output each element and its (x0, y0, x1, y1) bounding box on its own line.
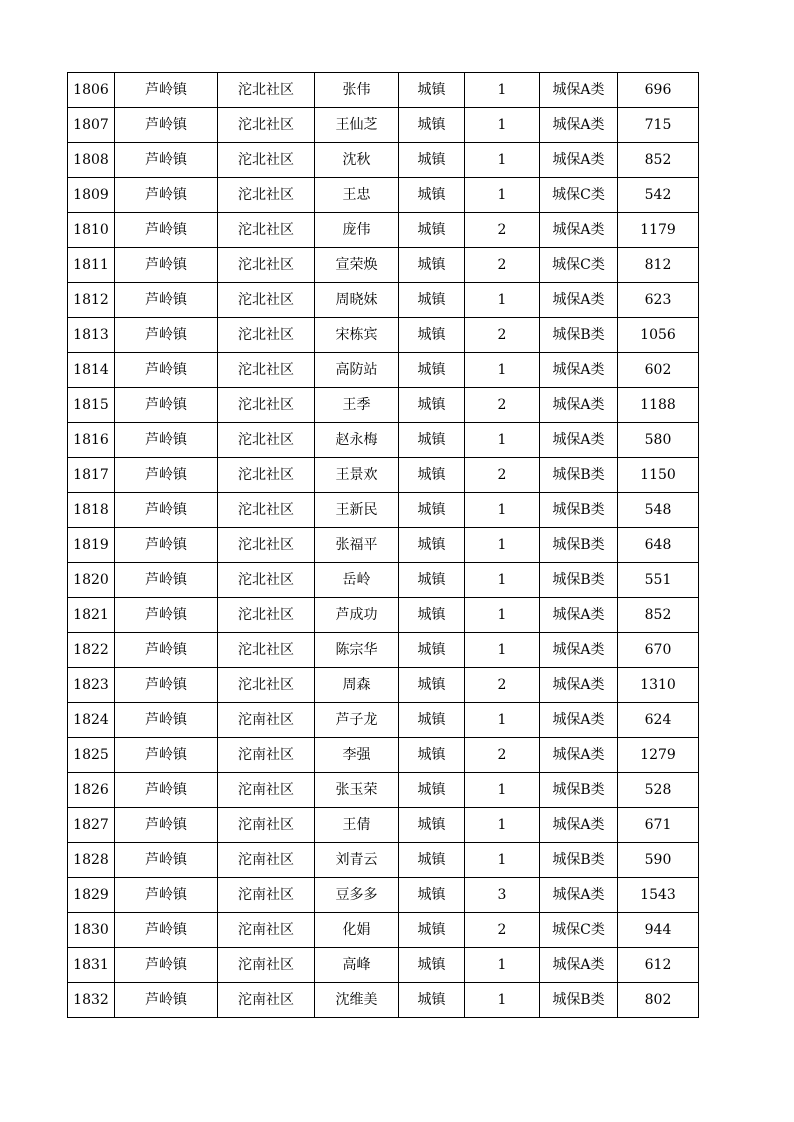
category-cell: 城保B类 (540, 458, 618, 493)
category-cell: 城保A类 (540, 143, 618, 178)
table-row (68, 108, 699, 143)
name-cell: 宣荣焕 (315, 248, 399, 283)
serial-number-cell: 1810 (68, 213, 115, 248)
town-cell: 芦岭镇 (115, 878, 218, 913)
category-cell: 城保A类 (540, 213, 618, 248)
table-row (68, 213, 699, 248)
name-cell: 高防站 (315, 353, 399, 388)
serial-number-cell: 1814 (68, 353, 115, 388)
table-row (68, 913, 699, 948)
amount-cell: 590 (618, 843, 699, 878)
serial-number-cell: 1821 (68, 598, 115, 633)
community-cell: 沱北社区 (218, 213, 315, 248)
amount-cell: 696 (618, 73, 699, 108)
amount-cell: 670 (618, 633, 699, 668)
name-cell: 李强 (315, 738, 399, 773)
name-cell: 王忠 (315, 178, 399, 213)
amount-cell: 542 (618, 178, 699, 213)
community-cell: 沱北社区 (218, 598, 315, 633)
table-row (68, 703, 699, 738)
town-cell: 芦岭镇 (115, 353, 218, 388)
table-row (68, 738, 699, 773)
household-size-cell: 3 (465, 878, 540, 913)
category-cell: 城保A类 (540, 633, 618, 668)
community-cell: 沱北社区 (218, 178, 315, 213)
household-size-cell: 1 (465, 108, 540, 143)
category-cell: 城保B类 (540, 983, 618, 1018)
amount-cell: 602 (618, 353, 699, 388)
household-size-cell: 1 (465, 563, 540, 598)
area-type-cell: 城镇 (399, 983, 465, 1018)
serial-number-cell: 1828 (68, 843, 115, 878)
town-cell: 芦岭镇 (115, 843, 218, 878)
town-cell: 芦岭镇 (115, 913, 218, 948)
town-cell: 芦岭镇 (115, 983, 218, 1018)
community-cell: 沱北社区 (218, 633, 315, 668)
town-cell: 芦岭镇 (115, 493, 218, 528)
community-cell: 沱南社区 (218, 808, 315, 843)
category-cell: 城保B类 (540, 563, 618, 598)
town-cell: 芦岭镇 (115, 213, 218, 248)
serial-number-cell: 1812 (68, 283, 115, 318)
serial-number-cell: 1830 (68, 913, 115, 948)
amount-cell: 812 (618, 248, 699, 283)
household-size-cell: 1 (465, 808, 540, 843)
name-cell: 芦子龙 (315, 703, 399, 738)
household-size-cell: 1 (465, 703, 540, 738)
amount-cell: 944 (618, 913, 699, 948)
household-size-cell: 1 (465, 283, 540, 318)
category-cell: 城保A类 (540, 423, 618, 458)
category-cell: 城保A类 (540, 108, 618, 143)
area-type-cell: 城镇 (399, 878, 465, 913)
community-cell: 沱北社区 (218, 563, 315, 598)
category-cell: 城保B类 (540, 773, 618, 808)
area-type-cell: 城镇 (399, 178, 465, 213)
household-size-cell: 2 (465, 318, 540, 353)
table-row (68, 458, 699, 493)
serial-number-cell: 1829 (68, 878, 115, 913)
community-cell: 沱南社区 (218, 948, 315, 983)
area-type-cell: 城镇 (399, 528, 465, 563)
serial-number-cell: 1811 (68, 248, 115, 283)
serial-number-cell: 1820 (68, 563, 115, 598)
community-cell: 沱南社区 (218, 773, 315, 808)
town-cell: 芦岭镇 (115, 528, 218, 563)
serial-number-cell: 1806 (68, 73, 115, 108)
amount-cell: 1150 (618, 458, 699, 493)
area-type-cell: 城镇 (399, 808, 465, 843)
table-row (68, 493, 699, 528)
category-cell: 城保C类 (540, 178, 618, 213)
town-cell: 芦岭镇 (115, 458, 218, 493)
serial-number-cell: 1819 (68, 528, 115, 563)
area-type-cell: 城镇 (399, 913, 465, 948)
name-cell: 沈维美 (315, 983, 399, 1018)
serial-number-cell: 1826 (68, 773, 115, 808)
serial-number-cell: 1809 (68, 178, 115, 213)
town-cell: 芦岭镇 (115, 423, 218, 458)
category-cell: 城保A类 (540, 598, 618, 633)
category-cell: 城保A类 (540, 353, 618, 388)
amount-cell: 715 (618, 108, 699, 143)
amount-cell: 624 (618, 703, 699, 738)
category-cell: 城保A类 (540, 738, 618, 773)
town-cell: 芦岭镇 (115, 178, 218, 213)
roster-body (68, 73, 699, 1018)
name-cell: 宋栋宾 (315, 318, 399, 353)
name-cell: 张福平 (315, 528, 399, 563)
community-cell: 沱南社区 (218, 738, 315, 773)
community-cell: 沱南社区 (218, 983, 315, 1018)
area-type-cell: 城镇 (399, 703, 465, 738)
serial-number-cell: 1813 (68, 318, 115, 353)
name-cell: 岳岭 (315, 563, 399, 598)
name-cell: 王景欢 (315, 458, 399, 493)
serial-number-cell: 1832 (68, 983, 115, 1018)
household-size-cell: 1 (465, 423, 540, 458)
area-type-cell: 城镇 (399, 388, 465, 423)
table-row (68, 878, 699, 913)
amount-cell: 671 (618, 808, 699, 843)
table-row (68, 808, 699, 843)
name-cell: 庞伟 (315, 213, 399, 248)
table-row (68, 633, 699, 668)
area-type-cell: 城镇 (399, 108, 465, 143)
table-row (68, 598, 699, 633)
name-cell: 芦成功 (315, 598, 399, 633)
name-cell: 赵永梅 (315, 423, 399, 458)
amount-cell: 852 (618, 143, 699, 178)
household-size-cell: 2 (465, 458, 540, 493)
household-size-cell: 1 (465, 143, 540, 178)
area-type-cell: 城镇 (399, 563, 465, 598)
serial-number-cell: 1822 (68, 633, 115, 668)
town-cell: 芦岭镇 (115, 773, 218, 808)
amount-cell: 1179 (618, 213, 699, 248)
community-cell: 沱北社区 (218, 493, 315, 528)
name-cell: 沈秋 (315, 143, 399, 178)
community-cell: 沱北社区 (218, 528, 315, 563)
household-size-cell: 2 (465, 738, 540, 773)
town-cell: 芦岭镇 (115, 738, 218, 773)
community-cell: 沱北社区 (218, 73, 315, 108)
category-cell: 城保A类 (540, 388, 618, 423)
community-cell: 沱北社区 (218, 458, 315, 493)
household-size-cell: 1 (465, 493, 540, 528)
name-cell: 王季 (315, 388, 399, 423)
category-cell: 城保A类 (540, 808, 618, 843)
area-type-cell: 城镇 (399, 213, 465, 248)
serial-number-cell: 1818 (68, 493, 115, 528)
community-cell: 沱北社区 (218, 143, 315, 178)
town-cell: 芦岭镇 (115, 703, 218, 738)
household-size-cell: 1 (465, 843, 540, 878)
area-type-cell: 城镇 (399, 283, 465, 318)
name-cell: 豆多多 (315, 878, 399, 913)
serial-number-cell: 1825 (68, 738, 115, 773)
category-cell: 城保A类 (540, 948, 618, 983)
welfare-roster-table (67, 72, 699, 1018)
household-size-cell: 1 (465, 948, 540, 983)
amount-cell: 802 (618, 983, 699, 1018)
serial-number-cell: 1817 (68, 458, 115, 493)
community-cell: 沱北社区 (218, 423, 315, 458)
area-type-cell: 城镇 (399, 668, 465, 703)
area-type-cell: 城镇 (399, 773, 465, 808)
serial-number-cell: 1815 (68, 388, 115, 423)
area-type-cell: 城镇 (399, 843, 465, 878)
town-cell: 芦岭镇 (115, 108, 218, 143)
table-row (68, 843, 699, 878)
community-cell: 沱北社区 (218, 388, 315, 423)
table-row (68, 563, 699, 598)
area-type-cell: 城镇 (399, 738, 465, 773)
town-cell: 芦岭镇 (115, 73, 218, 108)
town-cell: 芦岭镇 (115, 668, 218, 703)
household-size-cell: 1 (465, 598, 540, 633)
town-cell: 芦岭镇 (115, 633, 218, 668)
town-cell: 芦岭镇 (115, 143, 218, 178)
table-row (68, 668, 699, 703)
area-type-cell: 城镇 (399, 598, 465, 633)
table-row (68, 983, 699, 1018)
amount-cell: 1056 (618, 318, 699, 353)
area-type-cell: 城镇 (399, 143, 465, 178)
amount-cell: 548 (618, 493, 699, 528)
town-cell: 芦岭镇 (115, 283, 218, 318)
table-row (68, 423, 699, 458)
community-cell: 沱北社区 (218, 248, 315, 283)
town-cell: 芦岭镇 (115, 388, 218, 423)
name-cell: 王倩 (315, 808, 399, 843)
household-size-cell: 2 (465, 913, 540, 948)
town-cell: 芦岭镇 (115, 248, 218, 283)
household-size-cell: 1 (465, 178, 540, 213)
community-cell: 沱南社区 (218, 913, 315, 948)
amount-cell: 1279 (618, 738, 699, 773)
community-cell: 沱南社区 (218, 703, 315, 738)
serial-number-cell: 1816 (68, 423, 115, 458)
category-cell: 城保A类 (540, 668, 618, 703)
name-cell: 王新民 (315, 493, 399, 528)
serial-number-cell: 1827 (68, 808, 115, 843)
community-cell: 沱南社区 (218, 843, 315, 878)
household-size-cell: 1 (465, 73, 540, 108)
table-row (68, 143, 699, 178)
household-size-cell: 1 (465, 633, 540, 668)
town-cell: 芦岭镇 (115, 563, 218, 598)
category-cell: 城保A类 (540, 703, 618, 738)
category-cell: 城保C类 (540, 248, 618, 283)
community-cell: 沱南社区 (218, 878, 315, 913)
category-cell: 城保B类 (540, 843, 618, 878)
household-size-cell: 1 (465, 773, 540, 808)
name-cell: 刘青云 (315, 843, 399, 878)
table-row (68, 283, 699, 318)
table-row (68, 248, 699, 283)
household-size-cell: 1 (465, 983, 540, 1018)
community-cell: 沱北社区 (218, 283, 315, 318)
area-type-cell: 城镇 (399, 633, 465, 668)
area-type-cell: 城镇 (399, 248, 465, 283)
amount-cell: 1188 (618, 388, 699, 423)
category-cell: 城保B类 (540, 318, 618, 353)
category-cell: 城保B类 (540, 493, 618, 528)
amount-cell: 1543 (618, 878, 699, 913)
household-size-cell: 2 (465, 213, 540, 248)
household-size-cell: 1 (465, 353, 540, 388)
name-cell: 周森 (315, 668, 399, 703)
serial-number-cell: 1831 (68, 948, 115, 983)
name-cell: 周晓妹 (315, 283, 399, 318)
table-row (68, 948, 699, 983)
category-cell: 城保A类 (540, 878, 618, 913)
amount-cell: 1310 (618, 668, 699, 703)
area-type-cell: 城镇 (399, 493, 465, 528)
table-row (68, 318, 699, 353)
name-cell: 化娟 (315, 913, 399, 948)
community-cell: 沱北社区 (218, 353, 315, 388)
town-cell: 芦岭镇 (115, 948, 218, 983)
category-cell: 城保A类 (540, 283, 618, 318)
category-cell: 城保C类 (540, 913, 618, 948)
amount-cell: 528 (618, 773, 699, 808)
serial-number-cell: 1824 (68, 703, 115, 738)
name-cell: 张伟 (315, 73, 399, 108)
household-size-cell: 1 (465, 528, 540, 563)
town-cell: 芦岭镇 (115, 808, 218, 843)
community-cell: 沱北社区 (218, 108, 315, 143)
serial-number-cell: 1808 (68, 143, 115, 178)
name-cell: 高峰 (315, 948, 399, 983)
amount-cell: 551 (618, 563, 699, 598)
table-row (68, 528, 699, 563)
table-row (68, 73, 699, 108)
community-cell: 沱北社区 (218, 668, 315, 703)
serial-number-cell: 1807 (68, 108, 115, 143)
amount-cell: 623 (618, 283, 699, 318)
amount-cell: 648 (618, 528, 699, 563)
name-cell: 张玉荣 (315, 773, 399, 808)
name-cell: 王仙芝 (315, 108, 399, 143)
area-type-cell: 城镇 (399, 423, 465, 458)
household-size-cell: 2 (465, 248, 540, 283)
table-row (68, 353, 699, 388)
household-size-cell: 2 (465, 388, 540, 423)
area-type-cell: 城镇 (399, 353, 465, 388)
town-cell: 芦岭镇 (115, 318, 218, 353)
table-row (68, 388, 699, 423)
area-type-cell: 城镇 (399, 458, 465, 493)
category-cell: 城保A类 (540, 73, 618, 108)
name-cell: 陈宗华 (315, 633, 399, 668)
town-cell: 芦岭镇 (115, 598, 218, 633)
amount-cell: 580 (618, 423, 699, 458)
area-type-cell: 城镇 (399, 73, 465, 108)
amount-cell: 612 (618, 948, 699, 983)
serial-number-cell: 1823 (68, 668, 115, 703)
table-row (68, 178, 699, 213)
amount-cell: 852 (618, 598, 699, 633)
area-type-cell: 城镇 (399, 318, 465, 353)
table-row (68, 773, 699, 808)
community-cell: 沱北社区 (218, 318, 315, 353)
area-type-cell: 城镇 (399, 948, 465, 983)
household-size-cell: 2 (465, 668, 540, 703)
category-cell: 城保B类 (540, 528, 618, 563)
